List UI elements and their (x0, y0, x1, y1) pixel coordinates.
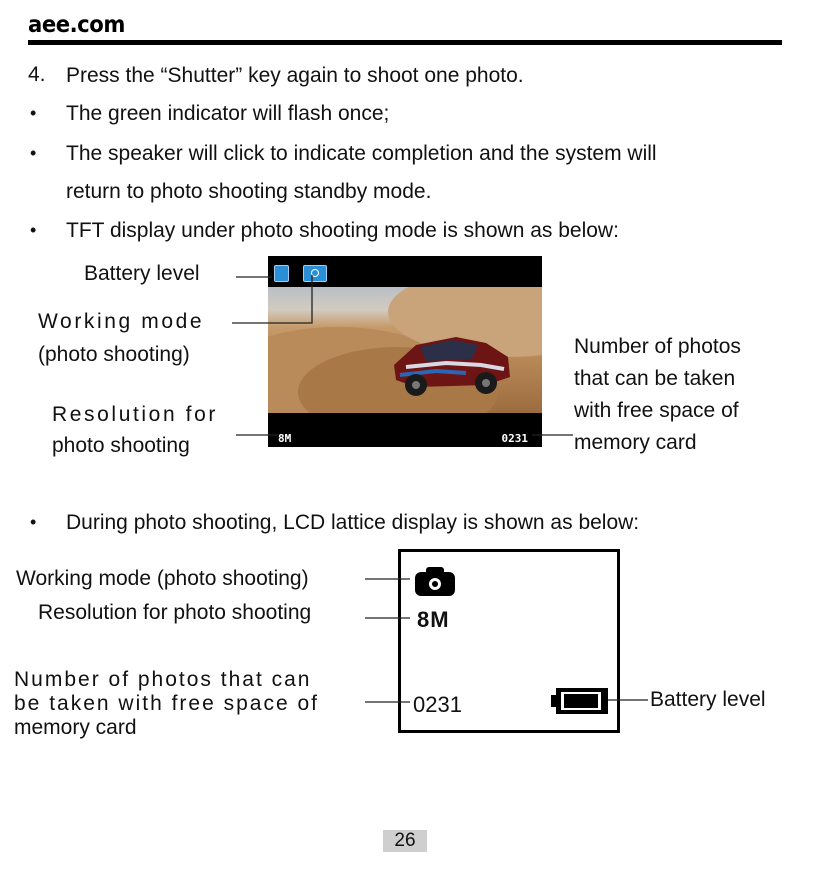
tft-count-label-line: Number of photos (574, 335, 741, 358)
lcd-count-label-line: be taken with free space of (14, 692, 319, 715)
step-text: TFT display under photo shooting mode is shown as below: (66, 219, 619, 242)
tft-count-label-line: with free space of (574, 399, 739, 422)
step-text: Press the “Shutter” key again to shoot one photo. (66, 64, 524, 87)
tft-battery-label: Battery level (84, 262, 200, 285)
page-number: 26 (383, 830, 427, 852)
lcd-battery-label: Battery level (650, 688, 766, 711)
lcd-resolution: 8M (417, 607, 450, 632)
tft-resolution-sublabel: photo shooting (52, 434, 190, 457)
lcd-count-label-line: Number of photos that can (14, 668, 312, 691)
tft-resolution-label: Resolution for (52, 403, 218, 426)
tft-resolution: 8M (278, 432, 292, 445)
lcd-intro-text: During photo shooting, LCD lattice display is shown as below: (66, 511, 640, 534)
step-text-line: The speaker will click to indicate completion and the system will (66, 142, 657, 165)
tft-mode-label: Working mode (38, 310, 205, 333)
tft-photo-count: 0231 (501, 432, 528, 445)
bullet-marker: • (30, 103, 37, 123)
bullet-marker: • (30, 220, 37, 240)
step-text-line: return to photo shooting standby mode. (66, 180, 432, 203)
tft-count-label-line: that can be taken (574, 367, 736, 390)
bullet-marker: • (30, 512, 37, 532)
tft-mode-sublabel: (photo shooting) (38, 343, 190, 366)
site-brand: aee.com (28, 12, 125, 38)
lcd-photo-count: 0231 (413, 692, 462, 717)
step-marker: 4. (28, 63, 46, 86)
tft-count-label-line: memory card (574, 431, 697, 454)
bullet-marker: • (30, 143, 37, 163)
lcd-mode-label: Working mode (photo shooting) (16, 567, 309, 590)
lcd-resolution-label: Resolution for photo shooting (38, 601, 312, 624)
step-text: The green indicator will flash once; (66, 102, 390, 125)
lcd-count-label-line: memory card (14, 716, 137, 739)
